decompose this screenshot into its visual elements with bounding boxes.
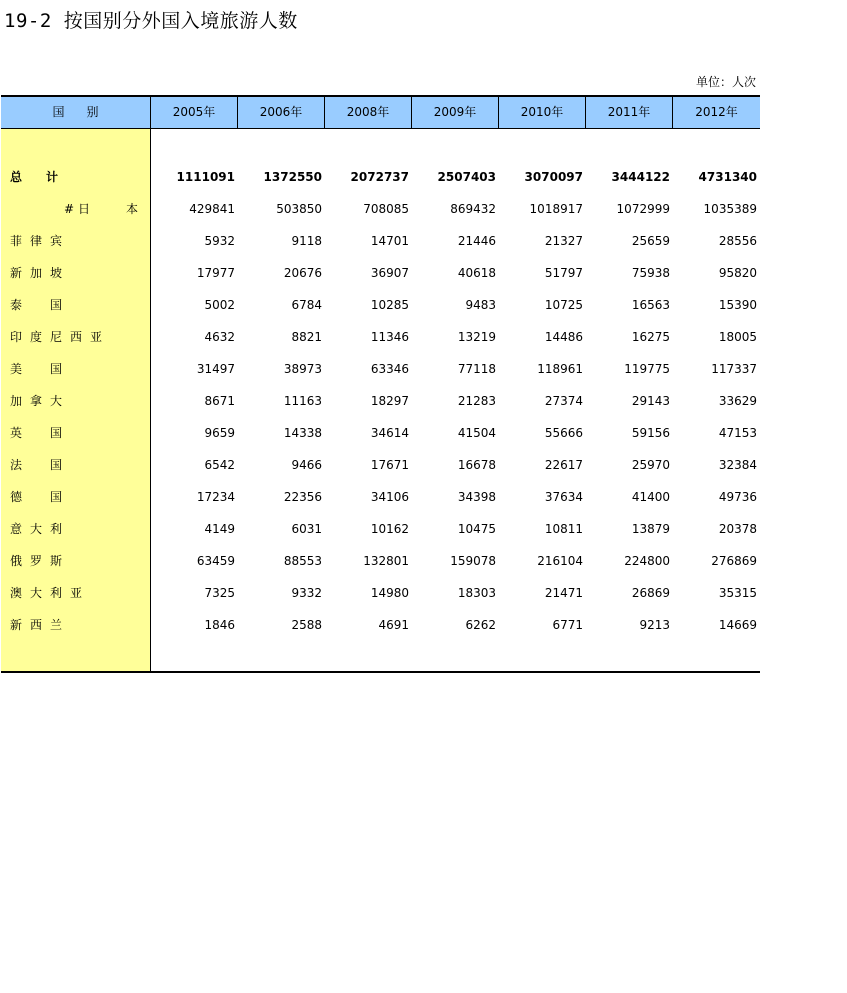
table-row <box>1 481 760 513</box>
table-cell: 9466 <box>291 458 322 472</box>
table-cell: 8671 <box>204 394 235 408</box>
table-cell: 14669 <box>718 618 757 632</box>
table-cell: 29143 <box>631 394 670 408</box>
table-cell: 21446 <box>457 234 496 248</box>
table-cell: 118961 <box>537 362 583 376</box>
table-cell: 25970 <box>631 458 670 472</box>
table-cell: 34106 <box>370 490 409 504</box>
table-cell: 503850 <box>276 202 322 216</box>
table-cell: 15390 <box>718 298 757 312</box>
table-row <box>1 417 760 449</box>
row-country-label: 印度尼西亚 <box>10 330 111 344</box>
header-year: 2008年 <box>324 97 411 128</box>
table-cell: 11163 <box>283 394 322 408</box>
table-row <box>1 545 760 577</box>
table-cell: 708085 <box>363 202 409 216</box>
table-row <box>1 449 760 481</box>
table-cell: 224800 <box>624 554 670 568</box>
row-country-label: 加拿大 <box>10 394 71 408</box>
table-row <box>1 385 760 417</box>
table-cell: 9332 <box>291 586 322 600</box>
table-cell: 21471 <box>544 586 583 600</box>
table-cell: 1846 <box>204 618 235 632</box>
table-cell: 22356 <box>283 490 322 504</box>
table-cell: 6031 <box>291 522 322 536</box>
table-cell: 10475 <box>457 522 496 536</box>
table-cell: 32384 <box>718 458 757 472</box>
table-cell: 34614 <box>370 426 409 440</box>
table-cell: 4149 <box>204 522 235 536</box>
row-country-label: 新西兰 <box>10 618 71 632</box>
table-cell: 16563 <box>631 298 670 312</box>
table-cell: 41504 <box>457 426 496 440</box>
header-year: 2010年 <box>498 97 585 128</box>
header-year: 2011年 <box>585 97 672 128</box>
table-cell: 6784 <box>291 298 322 312</box>
table-cell: 14701 <box>370 234 409 248</box>
table-row <box>1 577 760 609</box>
table-bottom-border <box>1 671 760 673</box>
table-row <box>1 257 760 289</box>
table-cell: 95820 <box>718 266 757 280</box>
table-cell: 20378 <box>718 522 757 536</box>
row-country-label: 总计 <box>10 170 83 184</box>
table-cell: 11346 <box>370 330 409 344</box>
row-country-label: 美 国 <box>10 362 71 376</box>
table-cell: 10162 <box>370 522 409 536</box>
table-cell: 41400 <box>631 490 670 504</box>
table-cell: 40618 <box>457 266 496 280</box>
table-cell: 2507403 <box>437 170 496 184</box>
table-cell: 22617 <box>544 458 583 472</box>
unit-label: 单位：人次 <box>695 75 756 89</box>
table-cell: 34398 <box>457 490 496 504</box>
row-country-label: 新加坡 <box>10 266 71 280</box>
table-cell: 8821 <box>291 330 322 344</box>
table-cell: 9659 <box>204 426 235 440</box>
table-cell: 20676 <box>283 266 322 280</box>
table-cell: 16275 <box>631 330 670 344</box>
table-cell: 16678 <box>457 458 496 472</box>
row-country-label: 泰 国 <box>10 298 71 312</box>
table-cell: 37634 <box>544 490 583 504</box>
table-cell: 49736 <box>718 490 757 504</box>
header-year: 2005年 <box>150 97 237 128</box>
table-cell: 10811 <box>544 522 583 536</box>
table-cell: 51797 <box>544 266 583 280</box>
table-row <box>1 513 760 545</box>
table-cell: 17234 <box>196 490 235 504</box>
table-cell: 117337 <box>711 362 757 376</box>
table-cell: 18303 <box>457 586 496 600</box>
table-cell: 63459 <box>196 554 235 568</box>
table-cell: 77118 <box>457 362 496 376</box>
table-cell: 38973 <box>283 362 322 376</box>
table-cell: 869432 <box>450 202 496 216</box>
table-cell: 14980 <box>370 586 409 600</box>
table-cell: 5932 <box>204 234 235 248</box>
table-cell: 6262 <box>465 618 496 632</box>
table-cell: 35315 <box>718 586 757 600</box>
table-cell: 13219 <box>457 330 496 344</box>
table-row <box>1 353 760 385</box>
table-cell: 6771 <box>552 618 583 632</box>
table-cell: 216104 <box>537 554 583 568</box>
row-country-label: 澳大利亚 <box>10 586 91 600</box>
table-cell: 17671 <box>370 458 409 472</box>
table-cell: 4691 <box>378 618 409 632</box>
table-cell: 1372550 <box>263 170 322 184</box>
table-cell: 18297 <box>370 394 409 408</box>
table-cell: 25659 <box>631 234 670 248</box>
header-year: 2006年 <box>237 97 324 128</box>
table-cell: 14338 <box>283 426 322 440</box>
row-country-label: 菲律宾 <box>10 234 71 248</box>
table-row <box>1 289 760 321</box>
row-country-label: 德 国 <box>10 490 71 504</box>
table-cell: 276869 <box>711 554 757 568</box>
row-country-label: #日 本 <box>64 202 143 216</box>
table-row <box>1 225 760 257</box>
table-cell: 75938 <box>631 266 670 280</box>
page-title: 19-2 按国别分外国入境旅游人数 <box>4 10 298 32</box>
table-cell: 63346 <box>370 362 409 376</box>
header-year: 2012年 <box>672 97 760 128</box>
table-cell: 429841 <box>189 202 235 216</box>
table-row <box>1 161 760 193</box>
table-cell: 21283 <box>457 394 496 408</box>
table-cell: 7325 <box>204 586 235 600</box>
header-year: 2009年 <box>411 97 498 128</box>
table-cell: 28556 <box>718 234 757 248</box>
table-cell: 1018917 <box>529 202 583 216</box>
table-cell: 26869 <box>631 586 670 600</box>
table-cell: 59156 <box>631 426 670 440</box>
table-cell: 4731340 <box>698 170 757 184</box>
table-cell: 33629 <box>718 394 757 408</box>
table-cell: 21327 <box>544 234 583 248</box>
table-row <box>1 193 760 225</box>
table-cell: 17977 <box>196 266 235 280</box>
table-cell: 6542 <box>204 458 235 472</box>
table-cell: 3070097 <box>524 170 583 184</box>
table-row <box>1 609 760 641</box>
table-cell: 2588 <box>291 618 322 632</box>
row-country-label: 法 国 <box>10 458 71 472</box>
table-cell: 10285 <box>370 298 409 312</box>
table-cell: 1035389 <box>703 202 757 216</box>
row-country-label: 意大利 <box>10 522 71 536</box>
table-cell: 9483 <box>465 298 496 312</box>
table-cell: 88553 <box>283 554 322 568</box>
table-cell: 55666 <box>544 426 583 440</box>
table-cell: 9213 <box>639 618 670 632</box>
table-cell: 3444122 <box>611 170 670 184</box>
table-cell: 5002 <box>204 298 235 312</box>
table-cell: 1111091 <box>176 170 235 184</box>
table-cell: 31497 <box>196 362 235 376</box>
data-table <box>1 95 760 672</box>
row-country-label: 俄罗斯 <box>10 554 71 568</box>
header-country: 国别 <box>52 105 121 119</box>
table-row <box>1 321 760 353</box>
table-cell: 18005 <box>718 330 757 344</box>
table-cell: 1072999 <box>616 202 670 216</box>
table-cell: 47153 <box>718 426 757 440</box>
table-cell: 9118 <box>291 234 322 248</box>
table-cell: 10725 <box>544 298 583 312</box>
table-cell: 2072737 <box>350 170 409 184</box>
table-cell: 4632 <box>204 330 235 344</box>
table-cell: 36907 <box>370 266 409 280</box>
table-cell: 159078 <box>450 554 496 568</box>
table-cell: 14486 <box>544 330 583 344</box>
table-cell: 27374 <box>544 394 583 408</box>
table-cell: 119775 <box>624 362 670 376</box>
row-country-label: 英 国 <box>10 426 71 440</box>
table-cell: 13879 <box>631 522 670 536</box>
table-cell: 132801 <box>363 554 409 568</box>
